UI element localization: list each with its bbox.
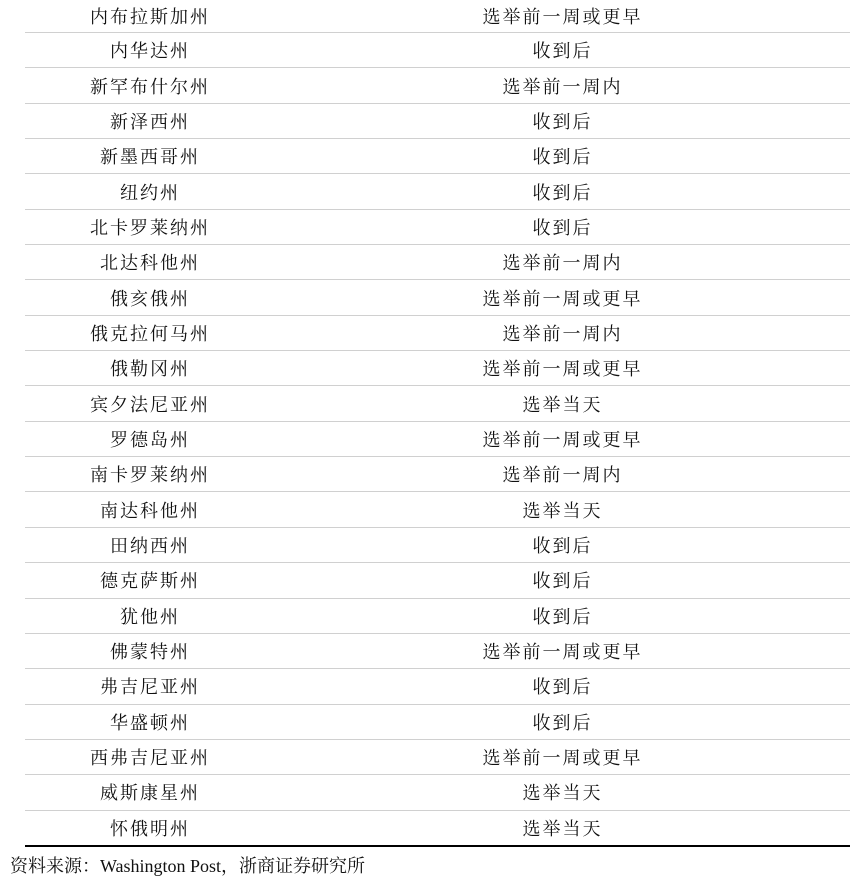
table-row bbox=[25, 599, 850, 634]
table-row bbox=[25, 740, 850, 775]
table-row bbox=[25, 386, 850, 421]
table-row bbox=[25, 68, 850, 103]
state-cell: 新罕布什尔州 bbox=[90, 76, 210, 98]
timing-cell: 收到后 bbox=[532, 111, 593, 133]
table-row bbox=[25, 422, 850, 457]
table-row bbox=[25, 139, 850, 174]
state-cell: 怀俄明州 bbox=[110, 818, 190, 840]
table-row bbox=[25, 245, 850, 280]
table-row bbox=[25, 669, 850, 704]
timing-cell: 选举当天 bbox=[522, 818, 603, 840]
state-cell: 南卡罗莱纳州 bbox=[90, 465, 210, 487]
state-timing-table bbox=[25, 0, 850, 847]
timing-cell: 选举前一周或更早 bbox=[482, 429, 643, 451]
timing-cell: 选举前一周或更早 bbox=[482, 288, 643, 310]
table-row bbox=[25, 280, 850, 315]
state-cell: 纽约州 bbox=[120, 182, 180, 204]
table-row bbox=[25, 528, 850, 563]
state-cell: 德克萨斯州 bbox=[100, 571, 200, 593]
timing-cell: 选举前一周内 bbox=[502, 253, 623, 275]
timing-cell: 选举当天 bbox=[522, 783, 603, 805]
table-row bbox=[25, 563, 850, 598]
timing-cell: 收到后 bbox=[532, 677, 593, 699]
state-cell: 犹他州 bbox=[120, 606, 180, 628]
timing-cell: 选举前一周或更早 bbox=[482, 359, 643, 381]
state-cell: 华盛顿州 bbox=[110, 712, 190, 734]
state-cell: 俄克拉何马州 bbox=[90, 323, 210, 345]
state-cell: 北达科他州 bbox=[100, 253, 200, 275]
timing-cell: 收到后 bbox=[532, 712, 593, 734]
timing-cell: 选举当天 bbox=[522, 500, 603, 522]
table-row bbox=[25, 104, 850, 139]
table-row bbox=[25, 811, 850, 847]
table-row bbox=[25, 775, 850, 810]
state-cell: 西弗吉尼亚州 bbox=[90, 748, 210, 770]
state-cell: 佛蒙特州 bbox=[110, 642, 190, 664]
timing-cell: 选举前一周内 bbox=[502, 465, 623, 487]
timing-cell: 选举前一周内 bbox=[502, 323, 623, 345]
table-row bbox=[25, 0, 850, 33]
table-row bbox=[25, 210, 850, 245]
state-cell: 威斯康星州 bbox=[100, 783, 200, 805]
state-cell: 罗德岛州 bbox=[110, 429, 190, 451]
state-cell: 内布拉斯加州 bbox=[90, 7, 210, 28]
table-row bbox=[25, 351, 850, 386]
timing-cell: 收到后 bbox=[532, 571, 593, 593]
table-row bbox=[25, 457, 850, 492]
timing-cell: 收到后 bbox=[532, 182, 593, 204]
timing-cell: 选举前一周内 bbox=[502, 76, 623, 98]
state-cell: 田纳西州 bbox=[110, 535, 190, 557]
timing-cell: 选举前一周或更早 bbox=[482, 642, 643, 664]
table-row bbox=[25, 174, 850, 209]
timing-cell: 收到后 bbox=[532, 217, 593, 239]
timing-cell: 收到后 bbox=[532, 606, 593, 628]
state-cell: 北卡罗莱纳州 bbox=[90, 217, 210, 239]
state-cell: 宾夕法尼亚州 bbox=[90, 394, 210, 416]
state-cell: 新泽西州 bbox=[110, 111, 190, 133]
table-row bbox=[25, 33, 850, 68]
state-cell: 南达科他州 bbox=[100, 500, 200, 522]
timing-cell: 收到后 bbox=[532, 41, 593, 63]
table-row bbox=[25, 492, 850, 527]
timing-cell: 选举前一周或更早 bbox=[482, 748, 643, 770]
timing-cell: 收到后 bbox=[532, 535, 593, 557]
source-note: 资料来源：Washington Post，浙商证券研究所 bbox=[10, 856, 366, 876]
state-cell: 俄勒冈州 bbox=[110, 359, 190, 381]
table-row bbox=[25, 316, 850, 351]
state-cell: 新墨西哥州 bbox=[100, 147, 200, 169]
state-cell: 俄亥俄州 bbox=[110, 288, 190, 310]
timing-cell: 收到后 bbox=[532, 147, 593, 169]
table-row bbox=[25, 634, 850, 669]
state-cell: 弗吉尼亚州 bbox=[100, 677, 200, 699]
timing-cell: 选举前一周或更早 bbox=[482, 7, 643, 28]
timing-cell: 选举当天 bbox=[522, 394, 603, 416]
table-row bbox=[25, 705, 850, 740]
state-cell: 内华达州 bbox=[110, 41, 190, 63]
